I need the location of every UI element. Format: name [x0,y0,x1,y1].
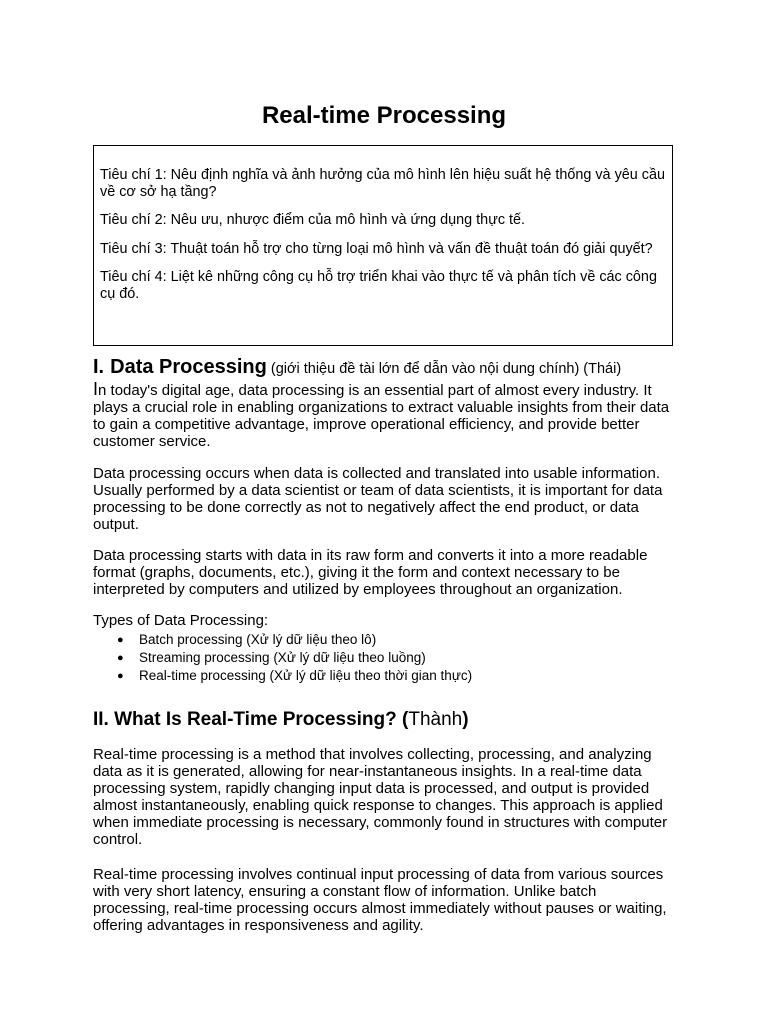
section-2-author: Thành [408,709,463,730]
list-item: ● Streaming processing (Xử lý dữ liệu theo luồng) [117,650,426,665]
bullet-icon: ● [117,634,124,646]
bullet-icon: ● [117,670,124,682]
section-1-paragraph-2 [93,465,675,533]
paragraph-text: Data processing occurs when data is collected and translated into usable information. Usually performed by a data scientist or team of data scientists, it is important for data processing to be done correctly as not to negatively affect the end product, or data output. [93,465,663,533]
criteria-box [93,145,673,346]
types-label: Types of Data Processing: [93,612,269,629]
section-2-title: II. What Is Real-Time Processing? ( [93,709,409,730]
types-of-processing [93,612,675,685]
types-list [93,631,675,685]
section-1-number: I. [93,356,105,378]
section-1-paragraph-3 [93,547,675,598]
section-1-note: (giới thiệu đề tài lớn để dẫn vào nội dung chính) (Thái) [270,361,622,377]
paragraph-initial: I [93,379,99,399]
list-item: ● Batch processing (Xử lý dữ liệu theo lô) [117,632,377,647]
section-2-paragraph-2 [93,866,675,934]
paragraph-text: Real-time processing is a method that involves collecting, processing, and analyzing data as it is generated, allowing for near-instantaneous insights. In a real-time data processing system, rapidly changing input data is processed, and output is provided almost instantaneously, enabling quick response to changes. This approach is applied when immediate processing is necessary, commonly found in structures with computer control. [93,746,668,848]
section-1-title: Data Processing [110,356,267,378]
section-2-close: ) [462,709,469,730]
page-title: Real-time Processing [261,102,507,129]
paragraph-text: n today's digital age, data processing is an essential part of almost every industry. It plays a crucial role in enabling organizations to extract valuable insights from their data to gain a competitive advantage, improve operational efficiency, and provide better customer service. [93,382,670,450]
bullet-icon: ● [117,652,124,664]
section-1-paragraph-1 [93,381,675,450]
criterion-2: Tiêu chí 2: Nêu ưu, nhược điểm của mô hình và ứng dụng thực tế. [100,212,526,228]
criterion-1: Tiêu chí 1: Nêu định nghĩa và ảnh hưởng của mô hình lên hiệu suất hệ thống và yêu cầu về cơ sở hạ tầng? [100,167,665,200]
list-item: ● Real-time processing (Xử lý dữ liệu theo thời gian thực) [117,668,473,683]
paragraph-text: Real-time processing involves continual input processing of data from various sources with very short latency, ensuring a constant flow of information. Unlike batch processing, real-time processing occurs almost immediately without pauses or waiting, offering advantages in responsiveness and agility. [93,866,667,934]
criterion-3: Tiêu chí 3: Thuật toán hỗ trợ cho từng loại mô hình và vấn đề thuật toán đó giải quyết? [100,240,653,257]
criterion-4: Tiêu chí 4: Liệt kê những công cụ hỗ trợ triển khai vào thực tế và phân tích về các công cụ đó. [100,269,657,302]
section-2-heading [93,708,675,732]
section-1-heading [93,355,675,381]
section-2-paragraph-1 [93,746,675,848]
paragraph-text: Data processing starts with data in its raw form and converts it into a more readable format (graphs, documents, etc.), giving it the form and context necessary to be interpreted by computers and utilized by employees throughout an organization. [93,547,648,598]
